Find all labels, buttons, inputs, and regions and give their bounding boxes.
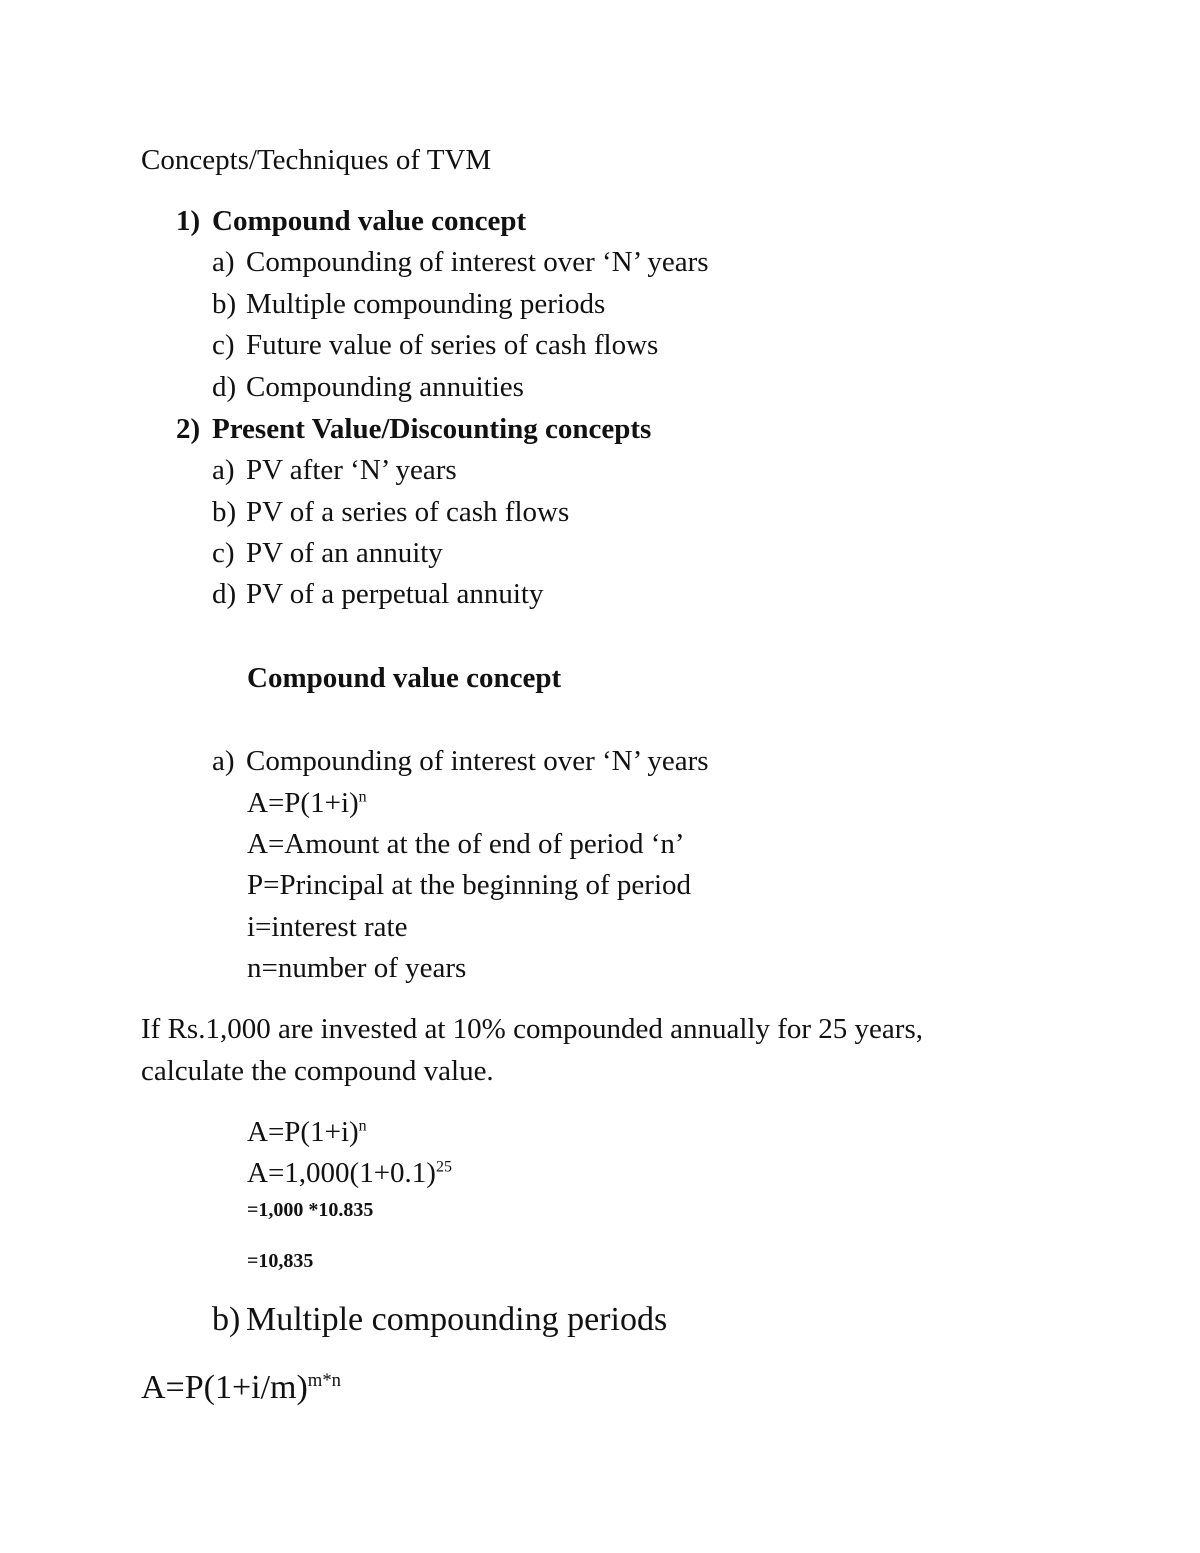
solution-line-2: $A=1,000(1+0.1)^{25}$ <box>247 1157 452 1189</box>
solution-line-4: =10,835 <box>247 1250 314 1272</box>
list-item: d) PV of a perpetual annuity <box>212 578 544 610</box>
definition-line: i=interest rate <box>247 911 408 943</box>
list-item: d) Compounding annuities <box>212 371 524 403</box>
section-2-number: 2) <box>176 413 201 445</box>
detail-heading: Compound value concept <box>247 662 562 694</box>
section-2-title: Present Value/Discounting concepts <box>212 413 652 445</box>
problem-statement-line-1: If Rs.1,000 are invested at 10% compounded annually for 25 years, <box>141 1013 923 1045</box>
subsection-a-heading: a) Compounding of interest over ‘N’ years <box>212 745 709 777</box>
section-2-heading <box>176 411 651 447</box>
definition-line: P=Principal at the beginning of period <box>247 869 692 901</box>
list-item: b) PV of a series of cash flows <box>212 496 570 528</box>
definition-line: A=Amount at the of end of period ‘n’ <box>247 828 685 860</box>
list-item: b) Multiple compounding periods <box>212 288 606 320</box>
problem-statement-line-2: calculate the compound value. <box>141 1055 494 1087</box>
formula-multiple-compounding: $A=P(1+i/m)^{m*n}$ <box>141 1369 342 1406</box>
definition-line: n=number of years <box>247 952 467 984</box>
subsection-b-heading: b) Multiple compounding periods <box>212 1301 668 1338</box>
page-title: Concepts/Techniques of TVM <box>141 144 492 176</box>
section-1-heading <box>176 203 526 239</box>
solution-line-1: $A=P(1+i)^n$ <box>247 1116 367 1148</box>
list-item: c) Future value of series of cash flows <box>212 329 659 361</box>
list-item: a) PV after ‘N’ years <box>212 454 457 486</box>
section-1-number: 1) <box>176 205 201 237</box>
list-item: c) PV of an annuity <box>212 537 443 569</box>
solution-line-3: =1,000 *10.835 <box>247 1199 374 1221</box>
section-1-title: Compound value concept <box>212 205 527 237</box>
formula-compound: $A=P(1+i)^n$ <box>247 787 367 819</box>
list-item: a) Compounding of interest over ‘N’ years <box>212 246 709 278</box>
